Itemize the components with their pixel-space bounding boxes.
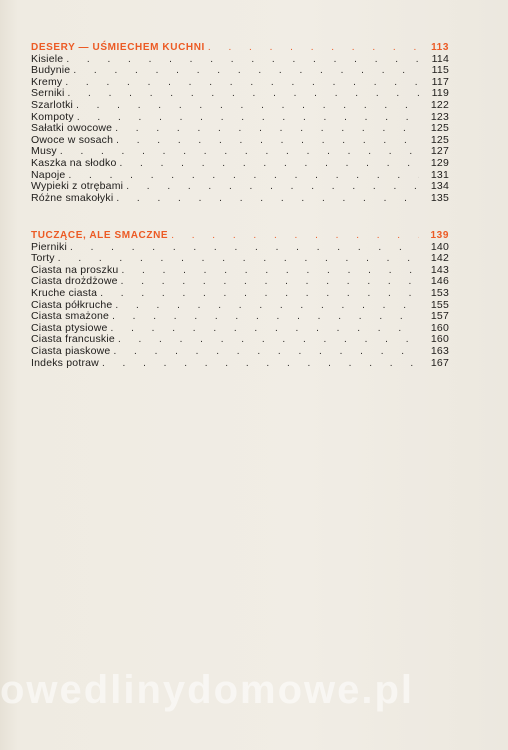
toc-entry-label: Indeks potraw [31, 356, 99, 369]
toc-entry-page: 160 [430, 321, 449, 334]
dot-leader [111, 323, 419, 335]
toc-entry-page: 146 [430, 275, 449, 288]
section-heading [31, 230, 449, 242]
toc-entry-label: Pierniki [31, 240, 68, 253]
toc-entry-label: Kremy [31, 75, 63, 88]
toc-entry-page: 163 [430, 344, 449, 357]
toc-entry [31, 242, 449, 254]
toc-entry-page: 125 [430, 122, 449, 135]
dot-leader [208, 42, 419, 54]
toc-entry-page: 160 [430, 333, 449, 346]
dot-leader [76, 100, 419, 112]
toc-entry-page: 155 [430, 298, 449, 311]
toc-entry-label: Ciasta francuskie [31, 333, 115, 346]
toc-entry [31, 135, 449, 147]
toc-entry-page: 143 [430, 263, 449, 276]
toc-entry [31, 158, 449, 170]
toc-entry-label: Ciasta smażone [31, 310, 110, 323]
dot-leader [121, 276, 419, 288]
toc-entry [31, 181, 449, 193]
toc-entry-page: 140 [430, 240, 449, 253]
toc-entry-page: 115 [431, 64, 449, 77]
toc-entry [31, 193, 449, 205]
toc-entry-page: 125 [430, 133, 449, 146]
toc-entry-label: Ciasta ptysiowe [31, 321, 108, 334]
toc-entry-page: 114 [431, 52, 449, 65]
section-heading-label: DESERY — UŚMIECHEM KUCHNI [31, 42, 205, 53]
dot-leader [65, 77, 419, 89]
toc-entry-page: 135 [430, 191, 449, 204]
dot-leader [120, 158, 420, 170]
toc-entry [31, 358, 449, 370]
toc-entry [31, 65, 449, 77]
toc-entry-label: Szarlotki [31, 98, 74, 111]
toc-entry-label: Ciasta na proszku [31, 263, 119, 276]
toc-entry-page: 127 [430, 145, 449, 158]
toc-entry-label: Owoce w sosach [31, 133, 114, 146]
toc-entry-label: Różne smakołyki [31, 191, 114, 204]
dot-leader [73, 65, 419, 77]
section-heading-label: TUCZĄCE, ALE SMACZNE [31, 230, 169, 241]
toc-entry-page: 157 [430, 310, 449, 323]
dot-leader [116, 135, 419, 147]
toc-entry-page: 117 [431, 75, 449, 88]
toc-entry [31, 311, 449, 323]
toc-entry-label: Kisiele [31, 52, 64, 65]
toc-entry [31, 54, 449, 66]
toc-entry-label: Kaszka na słodko [31, 156, 117, 169]
dot-leader [112, 311, 419, 323]
toc-section-tuczace [31, 230, 449, 369]
site-watermark: owedlinydomowe.pl [0, 668, 415, 712]
toc-entry-page: 119 [431, 87, 449, 100]
toc-entry [31, 100, 449, 112]
toc-entry-label: Sałatki owocowe [31, 122, 113, 135]
toc-entry-page: 167 [430, 356, 449, 369]
toc-entry-page: 131 [430, 168, 449, 181]
toc-entry-page: 153 [430, 286, 449, 299]
toc-entry-label: Kruche ciasta [31, 286, 98, 299]
toc-entry-label: Budynie [31, 64, 71, 77]
dot-leader [118, 334, 419, 346]
toc-entry [31, 77, 449, 89]
section-heading-page: 139 [430, 230, 449, 241]
dot-leader [102, 358, 419, 370]
toc-entry-page: 129 [430, 156, 449, 169]
toc-entry-label: Napoje [31, 168, 66, 181]
dot-leader [77, 112, 419, 124]
toc-entry-page: 122 [430, 98, 449, 111]
toc-entry-label: Wypieki z otrębami [31, 180, 124, 193]
toc-entry-page: 142 [430, 252, 449, 265]
toc-entry [31, 123, 449, 135]
dot-leader [100, 288, 419, 300]
toc-entry-page: 123 [430, 110, 449, 123]
dot-leader [116, 193, 419, 205]
section-heading-page: 113 [431, 42, 449, 53]
dot-leader [121, 265, 419, 277]
section-heading [31, 42, 449, 54]
dot-leader [113, 346, 419, 358]
toc-entry-label: Ciasta piaskowe [31, 344, 111, 357]
toc-entry [31, 288, 449, 300]
dot-leader [126, 181, 419, 193]
dot-leader [115, 300, 419, 312]
dot-leader [66, 54, 419, 66]
toc-entry [31, 88, 449, 100]
dot-leader [70, 242, 419, 254]
toc-entry-label: Musy [31, 145, 57, 158]
toc-entry [31, 346, 449, 358]
toc-entry-label: Serniki [31, 87, 65, 100]
toc-section-desery [31, 42, 449, 204]
toc-entry-label: Ciasta drożdżowe [31, 275, 118, 288]
toc-entry-label: Ciasta półkruche [31, 298, 113, 311]
toc-entry-label: Torty [31, 252, 55, 265]
toc-entry-label: Kompoty [31, 110, 74, 123]
dot-leader [171, 230, 419, 242]
dot-leader [68, 88, 420, 100]
toc-entry-page: 134 [430, 180, 449, 193]
dot-leader [115, 123, 419, 135]
